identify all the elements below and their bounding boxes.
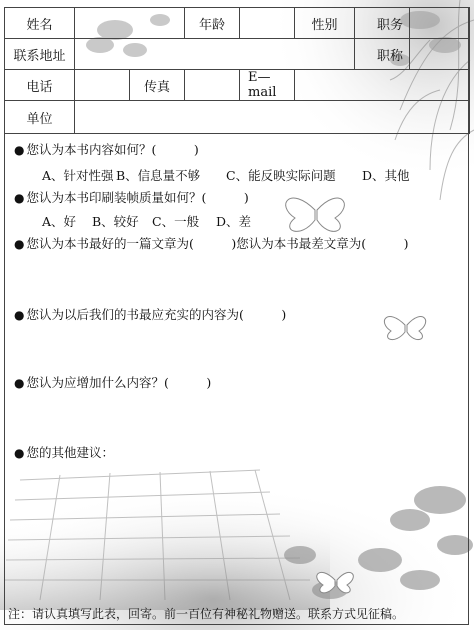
butterfly-icon	[384, 317, 425, 340]
footer-note: 注：请认真填写此表，回寄。前一百位有神秘礼物赠送。联系方式见征稿。	[8, 607, 405, 621]
question-best-worst-article: ● 您认为本书最好的一篇文章为( )您认为本书最差文章为( )	[14, 236, 409, 251]
age-label: 年龄	[185, 8, 240, 39]
phone-field[interactable]	[75, 70, 130, 101]
phone-label: 电话	[5, 70, 75, 101]
email-label: E—mail	[240, 70, 295, 101]
bullet-icon: ●	[14, 308, 25, 322]
fax-label: 传真	[130, 70, 185, 101]
email-field[interactable]	[295, 70, 470, 101]
option-good[interactable]: A、好	[42, 214, 77, 229]
age-field[interactable]	[240, 8, 295, 39]
fax-field[interactable]	[185, 70, 240, 101]
name-label: 姓名	[5, 8, 75, 39]
bullet-icon: ●	[14, 143, 25, 157]
unit-field[interactable]	[75, 101, 470, 134]
address-label: 联系地址	[5, 39, 75, 70]
gender-label: 性别	[295, 8, 355, 39]
personal-info-table	[4, 7, 470, 134]
option-targeted[interactable]: A、针对性强	[42, 168, 114, 183]
option-fairly-good[interactable]: B、较好	[92, 214, 139, 229]
bullet-icon: ●	[14, 376, 25, 390]
address-field[interactable]	[75, 39, 355, 70]
question-add-content: ● 您认为应增加什么内容？( )	[14, 375, 212, 390]
option-real-issues[interactable]: C、能反映实际问题	[226, 168, 336, 183]
name-field[interactable]	[75, 8, 185, 39]
question-other-suggestions: ● 您的其他建议：	[14, 445, 114, 460]
position-label: 职务	[355, 8, 410, 39]
option-insufficient-info[interactable]: B、信息量不够	[116, 168, 201, 183]
option-poor[interactable]: D、差	[216, 214, 252, 229]
position-field[interactable]	[410, 8, 470, 39]
question-print-quality: ● 您认为本书印刷装帧质量如何？( )	[14, 190, 249, 205]
title-label: 职称	[355, 39, 410, 70]
option-other[interactable]: D、其他	[362, 168, 410, 183]
option-average[interactable]: C、一般	[152, 214, 200, 229]
title-field[interactable]	[410, 39, 470, 70]
bullet-icon: ●	[14, 191, 25, 205]
unit-label: 单位	[5, 101, 75, 134]
question-future-content: ● 您认为以后我们的书最应充实的内容为( )	[14, 307, 287, 322]
bullet-icon: ●	[14, 446, 25, 460]
question-content: ● 您认为本书内容如何？( )	[14, 142, 199, 157]
bullet-icon: ●	[14, 237, 25, 251]
